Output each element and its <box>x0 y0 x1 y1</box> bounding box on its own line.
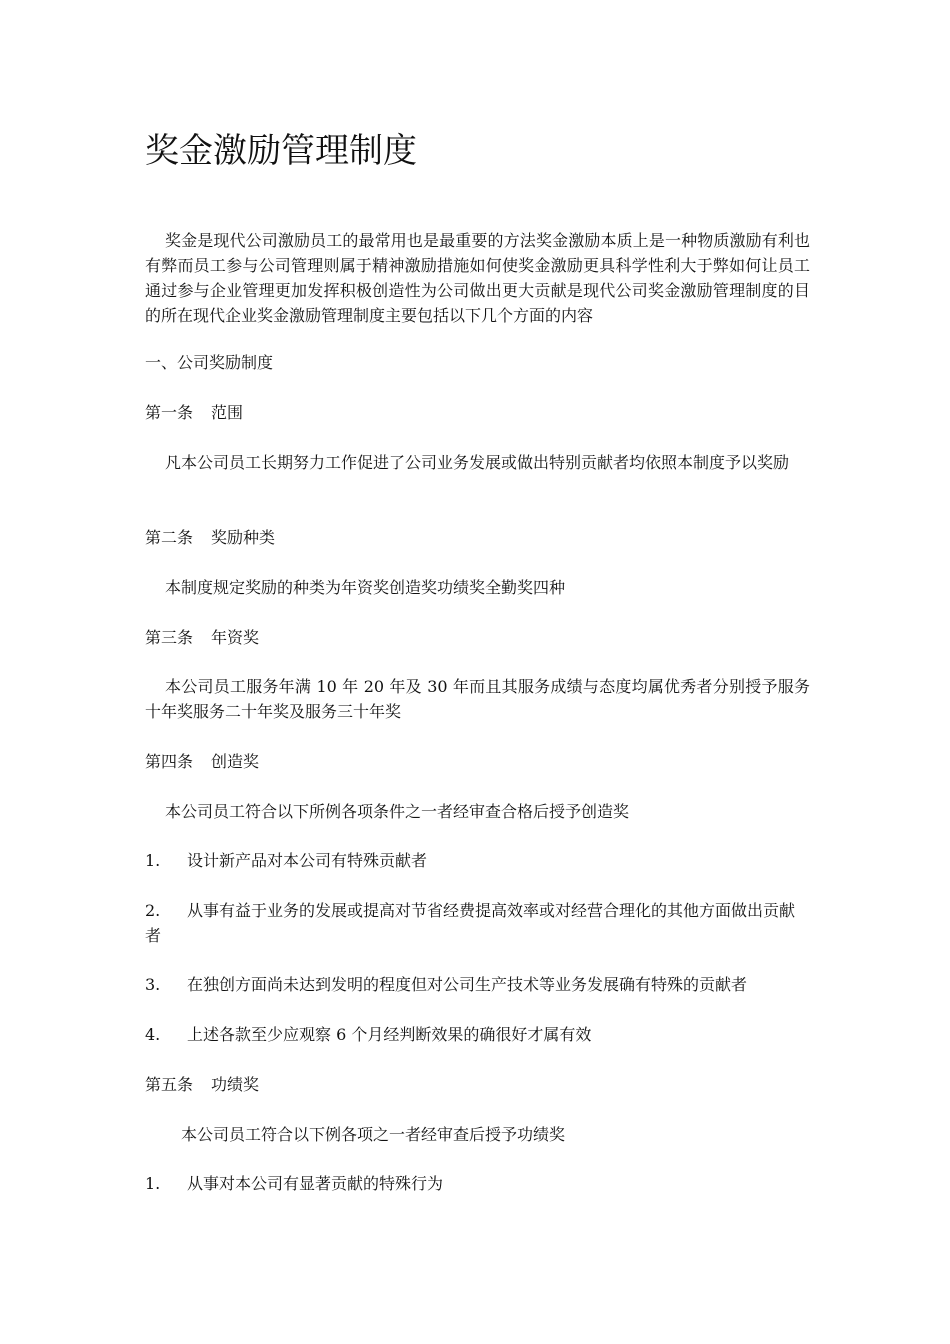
list-number: 4. <box>145 1025 161 1044</box>
section-heading-1: 一、公司奖励制度 <box>145 353 274 372</box>
article-5-title: 功绩奖 <box>211 1075 260 1094</box>
article-4-number: 第四条 <box>145 752 194 771</box>
article-2-heading <box>145 525 275 550</box>
article-5-number: 第五条 <box>145 1075 194 1094</box>
article-1-heading <box>145 400 243 425</box>
article-4-item-2 <box>145 898 810 948</box>
article-2-number: 第二条 <box>145 528 194 547</box>
article-1-body: 凡本公司员工长期努力工作促进了公司业务发展或做出特别贡献者均依照本制度予以奖励 <box>165 453 790 472</box>
list-text: 从事有益于业务的发展或提高对节省经费提高效率或对经营合理化的其他方面做出贡献者 <box>145 901 796 945</box>
list-text: 设计新产品对本公司有特殊贡献者 <box>187 851 428 870</box>
intro-paragraph: 奖金是现代公司激励员工的最常用也是最重要的方法奖金激励本质上是一种物质激励有利也有弊而员工参与公司管理则属于精神激励措施如何使奖金激励更具科学性利大于弊如何让员工通过参与企业管理更加发挥积极创造性为公司做出更大贡献是现代公司奖金激励管理制度的目的所在现代企业奖金激励管理制度主要包括以下几个方面的内容 <box>145 231 810 325</box>
document-title: 奖金激励管理制度 <box>145 131 417 171</box>
article-5-heading <box>145 1072 259 1097</box>
article-2-body: 本制度规定奖励的种类为年资奖创造奖功绩奖全勤奖四种 <box>165 578 566 597</box>
list-number: 1. <box>145 1174 161 1193</box>
article-3-number: 第三条 <box>145 628 194 647</box>
article-2-title: 奖励种类 <box>211 528 276 547</box>
article-4-item-1 <box>145 848 810 873</box>
article-5-item-1 <box>145 1171 810 1196</box>
list-text: 从事对本公司有显著贡献的特殊行为 <box>187 1174 444 1193</box>
article-4-item-4 <box>145 1022 810 1047</box>
list-text: 上述各款至少应观察 6 个月经判断效果的确很好才属有效 <box>187 1025 592 1044</box>
list-number: 1. <box>145 851 161 870</box>
article-4-item-3 <box>145 972 810 997</box>
list-text: 在独创方面尚未达到发明的程度但对公司生产技术等业务发展确有特殊的贡献者 <box>187 975 748 994</box>
article-4-heading <box>145 749 259 774</box>
list-number: 2. <box>145 901 161 920</box>
article-3-heading <box>145 625 259 650</box>
article-4-title: 创造奖 <box>211 752 260 771</box>
article-1-title: 范围 <box>211 403 244 422</box>
list-number: 3. <box>145 975 161 994</box>
article-5-body: 本公司员工符合以下例各项之一者经审查后授予功绩奖 <box>181 1125 566 1144</box>
article-3-body: 本公司员工服务年满 10 年 20 年及 30 年而且其服务成绩与态度均属优秀者分别授予服务十年奖服务二十年奖及服务三十年奖 <box>145 677 810 721</box>
article-1-number: 第一条 <box>145 403 194 422</box>
article-4-body: 本公司员工符合以下所例各项条件之一者经审查合格后授予创造奖 <box>165 802 630 821</box>
article-3-title: 年资奖 <box>211 628 260 647</box>
